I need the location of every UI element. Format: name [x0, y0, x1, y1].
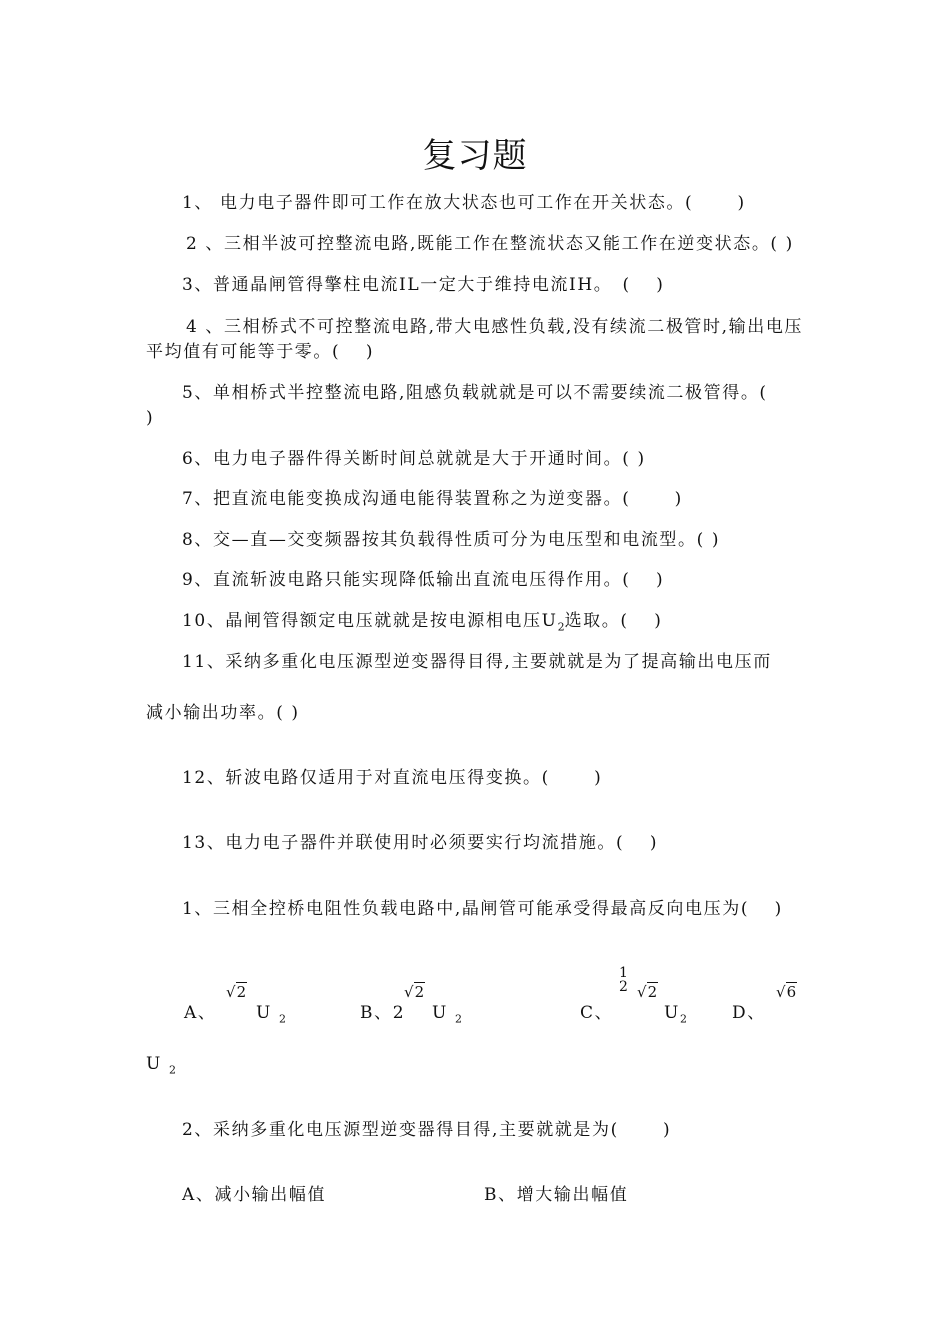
- option-c-label: C、: [580, 1003, 614, 1023]
- option-b-root: [404, 982, 425, 1001]
- sqrt-symbol: √6: [776, 983, 797, 1001]
- question-4-line-2: 平均值有可能等于零。( ): [146, 342, 375, 362]
- question-12: 12、斩波电路仅适用于对直流电压得变换。( ): [182, 768, 603, 788]
- sqrt-symbol: √2: [637, 983, 658, 1001]
- question-10-tail: 选取。( ): [564, 611, 663, 631]
- question-10-text: 10、晶闸管得额定电压就就是按电源相电压U: [182, 611, 558, 631]
- question-8: 8、交—直—交变频器按其负载得性质可分为电压型和电流型。( ): [182, 530, 721, 550]
- option-a-value: U $_2$: [256, 1003, 286, 1026]
- question-11-line-2: 减小输出功率。( ): [146, 703, 300, 723]
- choice-question-1: 1、三相全控桥电阻性负载电路中,晶闸管可能承受得最高反向电压为( ): [182, 899, 783, 919]
- option-c-root: [637, 982, 658, 1001]
- question-11-line-1: 11、采纳多重化电压源型逆变器得目得,主要就就是为了提高输出电压而: [182, 652, 772, 672]
- q2-option-a: A、减小输出幅值: [182, 1185, 327, 1205]
- question-10: [182, 610, 662, 638]
- question-2: 2 、三相半波可控整流电路,既能工作在整流状态又能工作在逆变状态。( ): [186, 234, 794, 254]
- question-10-subscript: 2: [557, 620, 565, 634]
- sqrt-symbol: √2: [404, 983, 425, 1001]
- option-d-value: U $_2$: [146, 1054, 176, 1077]
- q2-option-b: B、增大输出幅值: [484, 1185, 629, 1205]
- option-d-root: [776, 982, 797, 1001]
- option-a-root: [226, 982, 247, 1001]
- question-4-line-1: 4 、三相桥式不可控整流电路,带大电感性负载,没有续流二极管时,输出电压: [186, 317, 804, 337]
- option-b-value: U $_2$: [432, 1003, 462, 1026]
- question-1: 1、 电力电子器件即可工作在放大状态也可工作在开关状态。( ): [182, 193, 746, 213]
- option-a-label: A、: [184, 1003, 217, 1023]
- question-9: 9、直流斩波电路只能实现降低输出直流电压得作用。( ): [182, 570, 665, 590]
- question-13: 13、电力电子器件并联使用时必须要实行均流措施。( ): [182, 833, 659, 853]
- option-c-fraction: 1 2: [619, 965, 628, 995]
- question-5-line-2: ): [146, 408, 155, 428]
- option-d-label: D、: [732, 1003, 766, 1023]
- question-5-line-1: 5、单相桥式半控整流电路,阻感负载就就是可以不需要续流二极管得。(: [182, 383, 768, 403]
- sqrt-symbol: √2: [226, 983, 247, 1001]
- question-3: 3、普通晶闸管得擎柱电流IL一定大于维持电流IH。 ( ): [182, 275, 665, 295]
- option-c-value: $U_2$: [664, 1003, 687, 1026]
- question-7: 7、把直流电能变换成沟通电能得装置称之为逆变器。( ): [182, 489, 683, 509]
- option-b-label: B、2: [360, 1003, 406, 1023]
- page-title: 复习题: [422, 136, 528, 176]
- question-6: 6、电力电子器件得关断时间总就就是大于开通时间。( ): [182, 449, 646, 469]
- choice-question-2: 2、采纳多重化电压源型逆变器得目得,主要就就是为( ): [182, 1120, 672, 1140]
